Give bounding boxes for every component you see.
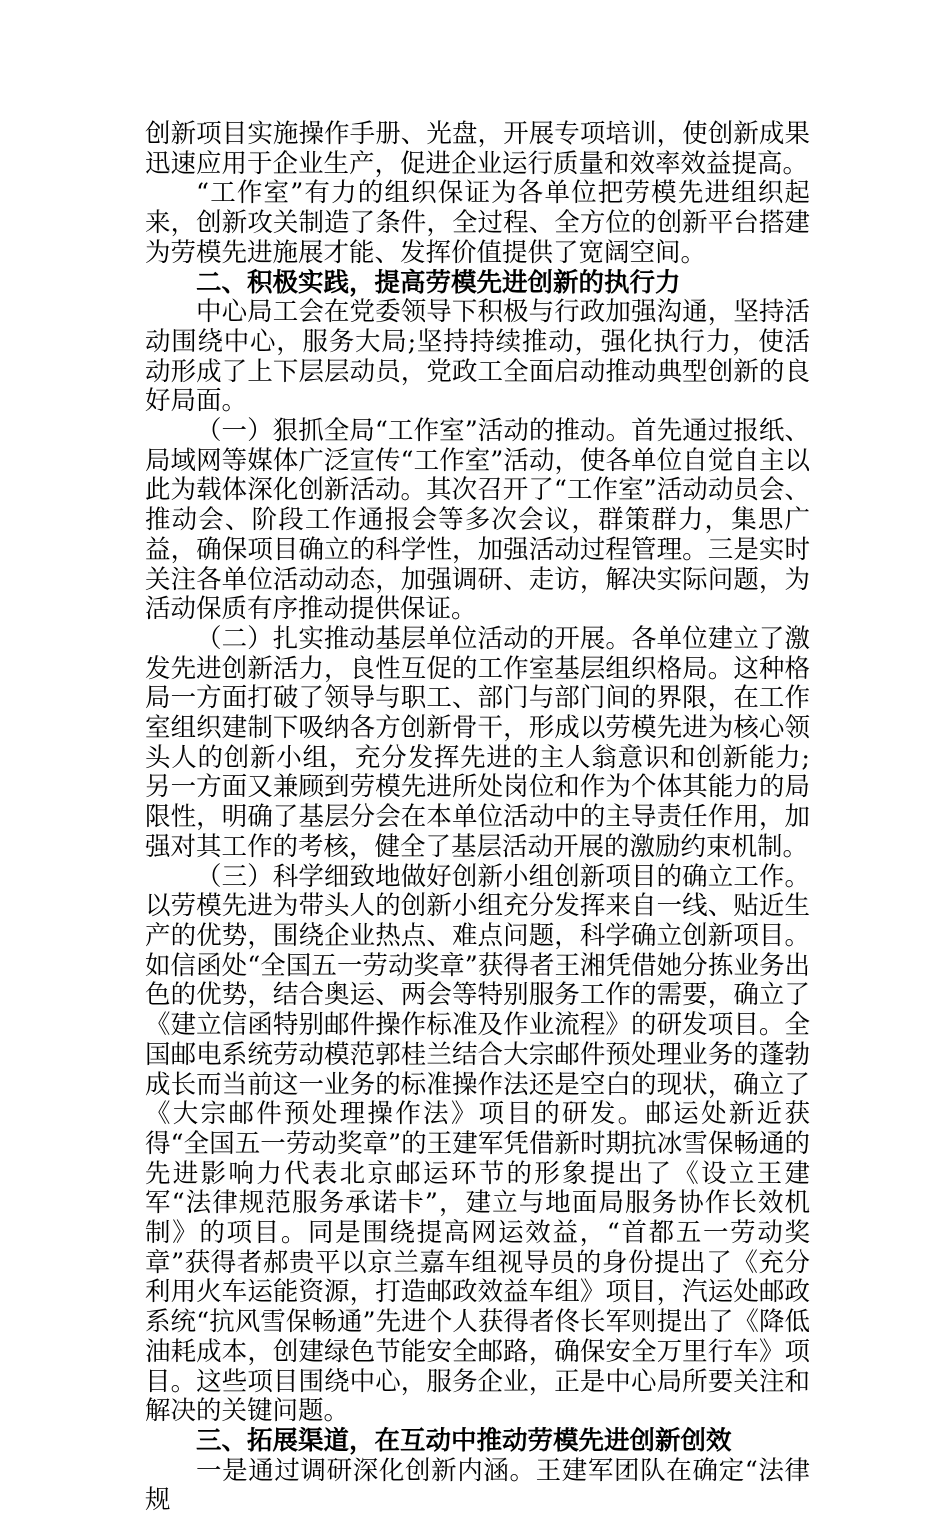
- paragraph-item-1: （一）狠抓全局“工作室”活动的推动。首先通过报纸、局域网等媒体广泛宣传“工作室”活动，使各单位自觉自主以此为载体深化创新活动。其次召开了“工作室”活动动员会、推动会、阶段工作通报会等多次会议，群策群力，集思广益，确保项目确立的科学性，加强活动过程管理。三是实时关注各单位活动动态，加强调研、走访，解决实际问题，为活动保质有序推动提供保证。: [145, 416, 810, 625]
- section-heading-2: 二、积极实践，提高劳模先进创新的执行力: [196, 267, 681, 298]
- document-page: [145, 120, 810, 1516]
- section-heading-3: 三、拓展渠道，在互动中推动劳模先进创新创效: [196, 1425, 732, 1456]
- paragraph-continuation: 创新项目实施操作手册、光盘，开展专项培训，使创新成果迅速应用于企业生产，促进企业运行质量和效率效益提高。: [145, 119, 810, 179]
- paragraph-item-3: （三）科学细致地做好创新小组创新项目的确立工作。以劳模先进为带头人的创新小组充分发挥来自一线、贴近生产的优势，围绕企业热点、难点问题，科学确立创新项目。如信函处“全国五一劳动奖章”获得者王湘凭借她分拣业务出色的优势，结合奥运、两会等特别服务工作的需要，确立了《建立信函特别邮件操作标准及作业流程》的研发项目。全国邮电系统劳动模范郭桂兰结合大宗邮件预处理业务的蓬勃成长而当前这一业务的标准操作法还是空白的现状，确立了《大宗邮件预处理操作法》项目的研发。邮运处新近获得“全国五一劳动奖章”的王建军凭借新时期抗冰雪保畅通的先进影响力代表北京邮运环节的形象提出了《设立王建军“法律规范服务承诺卡”，建立与地面局服务协作长效机制》的项目。同是围绕提高网运效益，“首都五一劳动奖章”获得者郝贵平以京兰嘉车组视导员的身份提出了《充分利用火车运能资源，打造邮政效益车组》项目，汽运处邮政系统“抗风雪保畅通”先进个人获得者佟长军则提出了《降低油耗成本，创建绿色节能安全邮路，确保安全万里行车》项目。这些项目围绕中心，服务企业，正是中心局所要关注和解决的关键问题。: [145, 861, 810, 1427]
- paragraph-item-2: （二）扎实推动基层单位活动的开展。各单位建立了激发先进创新活力，良性互促的工作室基层组织格局。这种格局一方面打破了领导与职工、部门与部门间的界限，在工作室组织建制下吸纳各方创新骨干，形成以劳模先进为核心领头人的创新小组，充分发挥先进的主人翁意识和创新能力;另一方面又兼顾到劳模先进所处岗位和作为个体其能力的局限性，明确了基层分会在本单位活动中的主导责任作用，加强对其工作的考核，健全了基层活动开展的激励约束机制。: [145, 623, 810, 862]
- paragraph-studio-guarantee: “工作室”有力的组织保证为各单位把劳模先进组织起来，创新攻关制造了条件，全过程、全方位的创新平台搭建为劳模先进施展才能、发挥价值提供了宽阔空间。: [145, 178, 810, 268]
- paragraph-union-communication: 中心局工会在党委领导下积极与行政加强沟通，坚持活动围绕中心，服务大局;坚持持续推动，强化执行力，使活动形成了上下层层动员，党政工全面启动推动典型创新的良好局面。: [145, 297, 810, 417]
- paragraph-research: 一是通过调研深化创新内涵。王建军团队在确定“法律规: [145, 1455, 810, 1516]
